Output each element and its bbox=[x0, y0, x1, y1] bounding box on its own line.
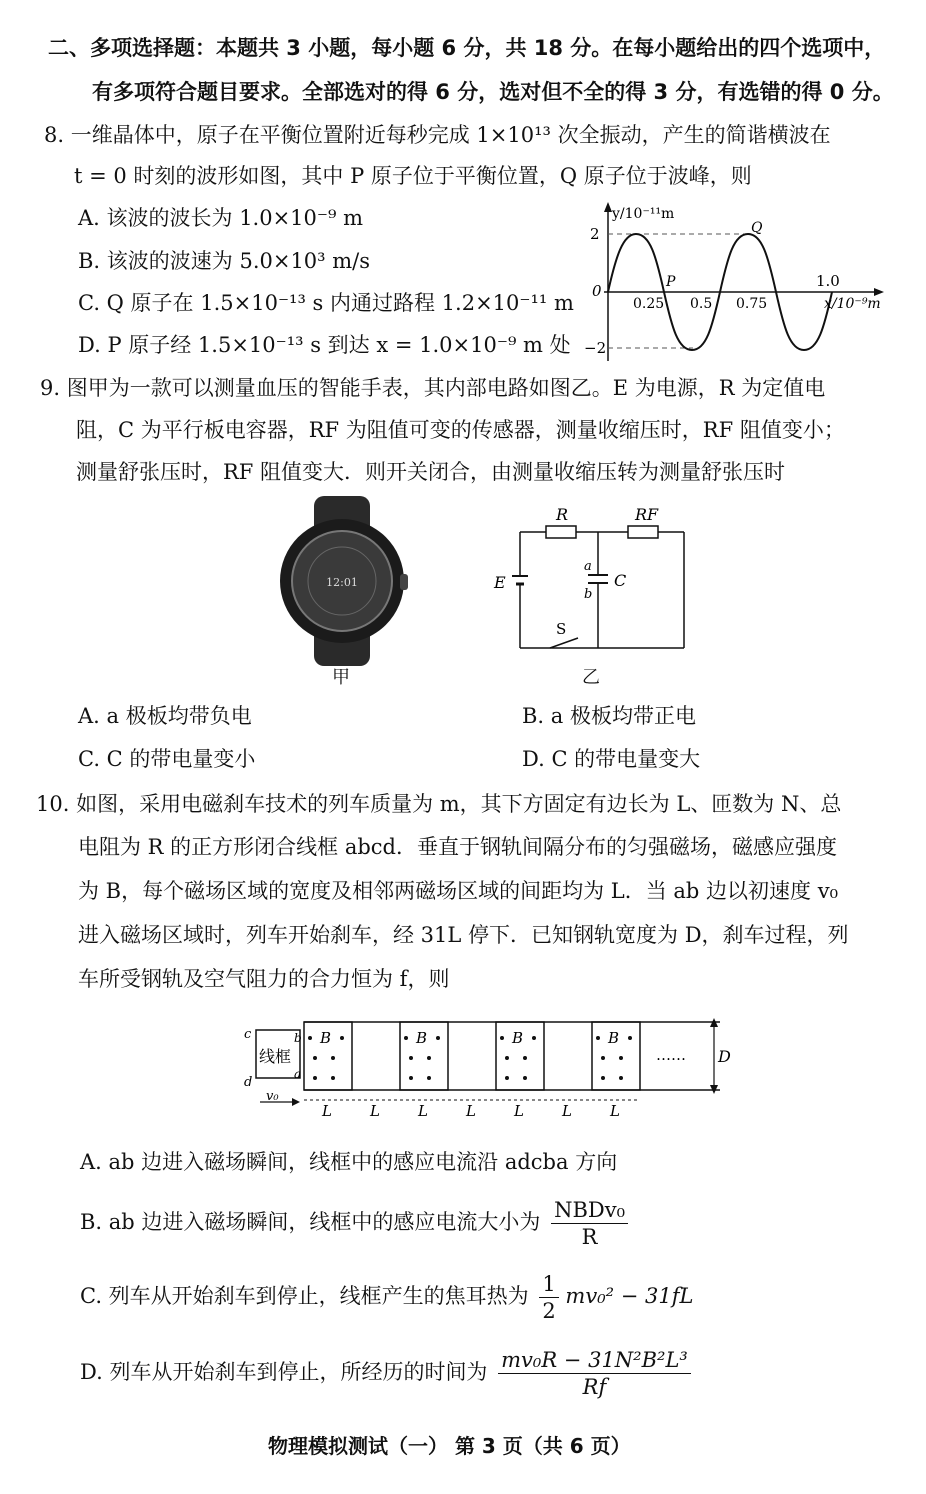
x-axis-label: x/10⁻⁹m bbox=[824, 296, 881, 312]
q10-option-b bbox=[80, 1194, 628, 1250]
x-axis-arrow bbox=[874, 288, 884, 296]
watch-crown bbox=[400, 574, 408, 590]
coil-frame-label: 线框 bbox=[259, 1047, 292, 1066]
q8-option-b: B. 该波的波速为 5.0×10³ m/s bbox=[78, 249, 371, 273]
q9-option-c: C. C 的带电量变小 bbox=[78, 747, 256, 771]
q10-option-c-text: C. 列车从开始刹车到停止，线框产生的焦耳热为 bbox=[80, 1284, 529, 1308]
point-p-label: P bbox=[666, 274, 676, 290]
q8-wave-graph bbox=[578, 196, 898, 366]
field-ellipsis: …… bbox=[656, 1046, 686, 1064]
q10-option-a: A. ab 边进入磁场瞬间，线框中的感应电流沿 adcba 方向 bbox=[80, 1150, 618, 1174]
dim-l-2: L bbox=[370, 1102, 380, 1120]
q9-stem-line1: 9. 图甲为一款可以测量血压的智能手表，其内部电路如图乙。E 为电源，R 为定值电 bbox=[40, 376, 826, 400]
label-b: b bbox=[584, 587, 593, 602]
label-c: C bbox=[614, 571, 627, 590]
q9-option-b: B. a 极板均带正电 bbox=[522, 704, 696, 728]
corner-c: c bbox=[244, 1027, 252, 1042]
q10-option-d bbox=[80, 1344, 691, 1400]
q10-option-c-fraction bbox=[539, 1271, 558, 1324]
section-heading-line2: 有多项符合题目要求。全部选对的得 6 分，选对但不全的得 3 分，有选错的得 0 分。 bbox=[92, 80, 894, 104]
fig-caption-jia: 甲 bbox=[332, 667, 350, 688]
circuit-diagram bbox=[490, 500, 700, 660]
section-heading-line1: 二、多项选择题：本题共 3 小题，每小题 6 分，共 18 分。在每小题给出的四个选项中， bbox=[48, 36, 886, 60]
q10-option-b-numerator: NBDv₀ bbox=[551, 1197, 628, 1224]
q10-option-c-denominator: 2 bbox=[542, 1299, 556, 1323]
field-label-2: B bbox=[416, 1029, 428, 1047]
q10-stem-line1: 10. 如图，采用电磁刹车技术的列车质量为 m，其下方固定有边长为 L、匝数为 N、总 bbox=[36, 792, 842, 816]
field-label-3: B bbox=[512, 1029, 524, 1047]
watch-time: 12:01 bbox=[326, 576, 358, 589]
switch-s bbox=[550, 638, 578, 648]
page-footer: 物理模拟测试（一） 第 3 页（共 6 页） bbox=[268, 1434, 631, 1458]
q8-option-a: A. 该波的波长为 1.0×10⁻⁹ m bbox=[78, 206, 363, 230]
dim-l-3: L bbox=[418, 1102, 428, 1120]
q9-option-a: A. a 极板均带负电 bbox=[78, 704, 252, 728]
resistor-r bbox=[546, 526, 576, 538]
q8-stem-line1: 8. 一维晶体中，原子在平衡位置附近每秒完成 1×10¹³ 次全振动，产生的简谐横波在 bbox=[44, 123, 831, 147]
point-q-label: Q bbox=[751, 220, 763, 236]
origin-label: 0 bbox=[592, 282, 602, 300]
label-s: S bbox=[556, 620, 567, 638]
label-e: E bbox=[494, 573, 506, 592]
dim-l-7: L bbox=[610, 1102, 620, 1120]
q9-stem-line2: 阻，C 为平行板电容器，RF 为阻值可变的传感器，测量收缩压时，RF 阻值变小； bbox=[76, 418, 845, 442]
q10-option-c-tail: mv₀² − 31fL bbox=[565, 1284, 694, 1308]
q9-stem-line3: 测量舒张压时，RF 阻值变大．则开关闭合，由测量收缩压转为测量舒张压时 bbox=[76, 460, 786, 484]
q9-option-d: D. C 的带电量变大 bbox=[522, 747, 701, 771]
field-label-4: B bbox=[608, 1029, 620, 1047]
dim-l-5: L bbox=[514, 1102, 524, 1120]
q10-option-b-text: B. ab 边进入磁场瞬间，线框中的感应电流大小为 bbox=[80, 1210, 541, 1234]
smartwatch-image bbox=[272, 496, 412, 666]
x-tick-075: 0.75 bbox=[736, 296, 768, 312]
velocity-label: v₀ bbox=[266, 1089, 279, 1104]
brake-diagram bbox=[238, 1016, 738, 1122]
q8-option-c: C. Q 原子在 1.5×10⁻¹³ s 内通过路程 1.2×10⁻¹¹ m bbox=[78, 291, 574, 315]
q10-stem-line2: 电阻为 R 的正方形闭合线框 abcd．垂直于钢轨间隔分布的匀强磁场，磁感应强度 bbox=[78, 835, 838, 859]
q10-stem-line4: 进入磁场区域时，列车开始刹车，经 31L 停下．已知钢轨宽度为 D，刹车过程，列 bbox=[78, 923, 849, 947]
y-axis-arrow bbox=[604, 202, 612, 212]
fig-caption-yi: 乙 bbox=[582, 667, 600, 688]
rail-width-label: D bbox=[718, 1047, 731, 1066]
q10-option-c bbox=[80, 1268, 693, 1324]
y-axis-label: y/10⁻¹¹m bbox=[612, 206, 675, 222]
label-r: R bbox=[556, 505, 569, 524]
x-tick-025: 0.25 bbox=[633, 296, 665, 312]
field-label-1: B bbox=[320, 1029, 332, 1047]
label-a: a bbox=[584, 559, 592, 574]
dim-l-6: L bbox=[562, 1102, 572, 1120]
resistor-rf bbox=[628, 526, 658, 538]
q10-option-b-fraction bbox=[551, 1197, 628, 1250]
q10-option-c-numerator: 1 bbox=[539, 1271, 558, 1298]
q10-stem-line5: 车所受钢轨及空气阻力的合力恒为 f，则 bbox=[78, 967, 450, 991]
q8-stem-line2: t = 0 时刻的波形如图，其中 P 原子位于平衡位置，Q 原子位于波峰，则 bbox=[74, 164, 752, 188]
q10-option-b-denominator: R bbox=[581, 1225, 598, 1249]
corner-a: a bbox=[294, 1067, 302, 1081]
dim-l-4: L bbox=[466, 1102, 476, 1120]
q10-option-d-fraction bbox=[498, 1347, 691, 1400]
y-tick-2: 2 bbox=[590, 225, 600, 243]
y-tick-neg2: −2 bbox=[584, 339, 607, 357]
q10-stem-line3: 为 B，每个磁场区域的宽度及相邻两磁场区域的间距均为 L．当 ab 边以初速度 v₀ bbox=[78, 879, 838, 903]
label-rf: RF bbox=[635, 505, 659, 524]
corner-d: d bbox=[244, 1075, 253, 1090]
corner-b: b bbox=[294, 1031, 302, 1045]
field-dots bbox=[308, 1036, 632, 1080]
x-tick-05: 0.5 bbox=[690, 296, 713, 312]
q10-option-d-denominator: Rf bbox=[582, 1375, 607, 1399]
q8-option-d: D. P 原子经 1.5×10⁻¹³ s 到达 x = 1.0×10⁻⁹ m 处 bbox=[78, 333, 571, 357]
x-tick-10: 1.0 bbox=[816, 272, 840, 290]
q10-option-d-text: D. 列车从开始刹车到停止，所经历的时间为 bbox=[80, 1360, 488, 1384]
dim-l-1: L bbox=[322, 1102, 332, 1120]
q10-option-d-numerator: mv₀R − 31N²B²L³ bbox=[498, 1347, 691, 1374]
